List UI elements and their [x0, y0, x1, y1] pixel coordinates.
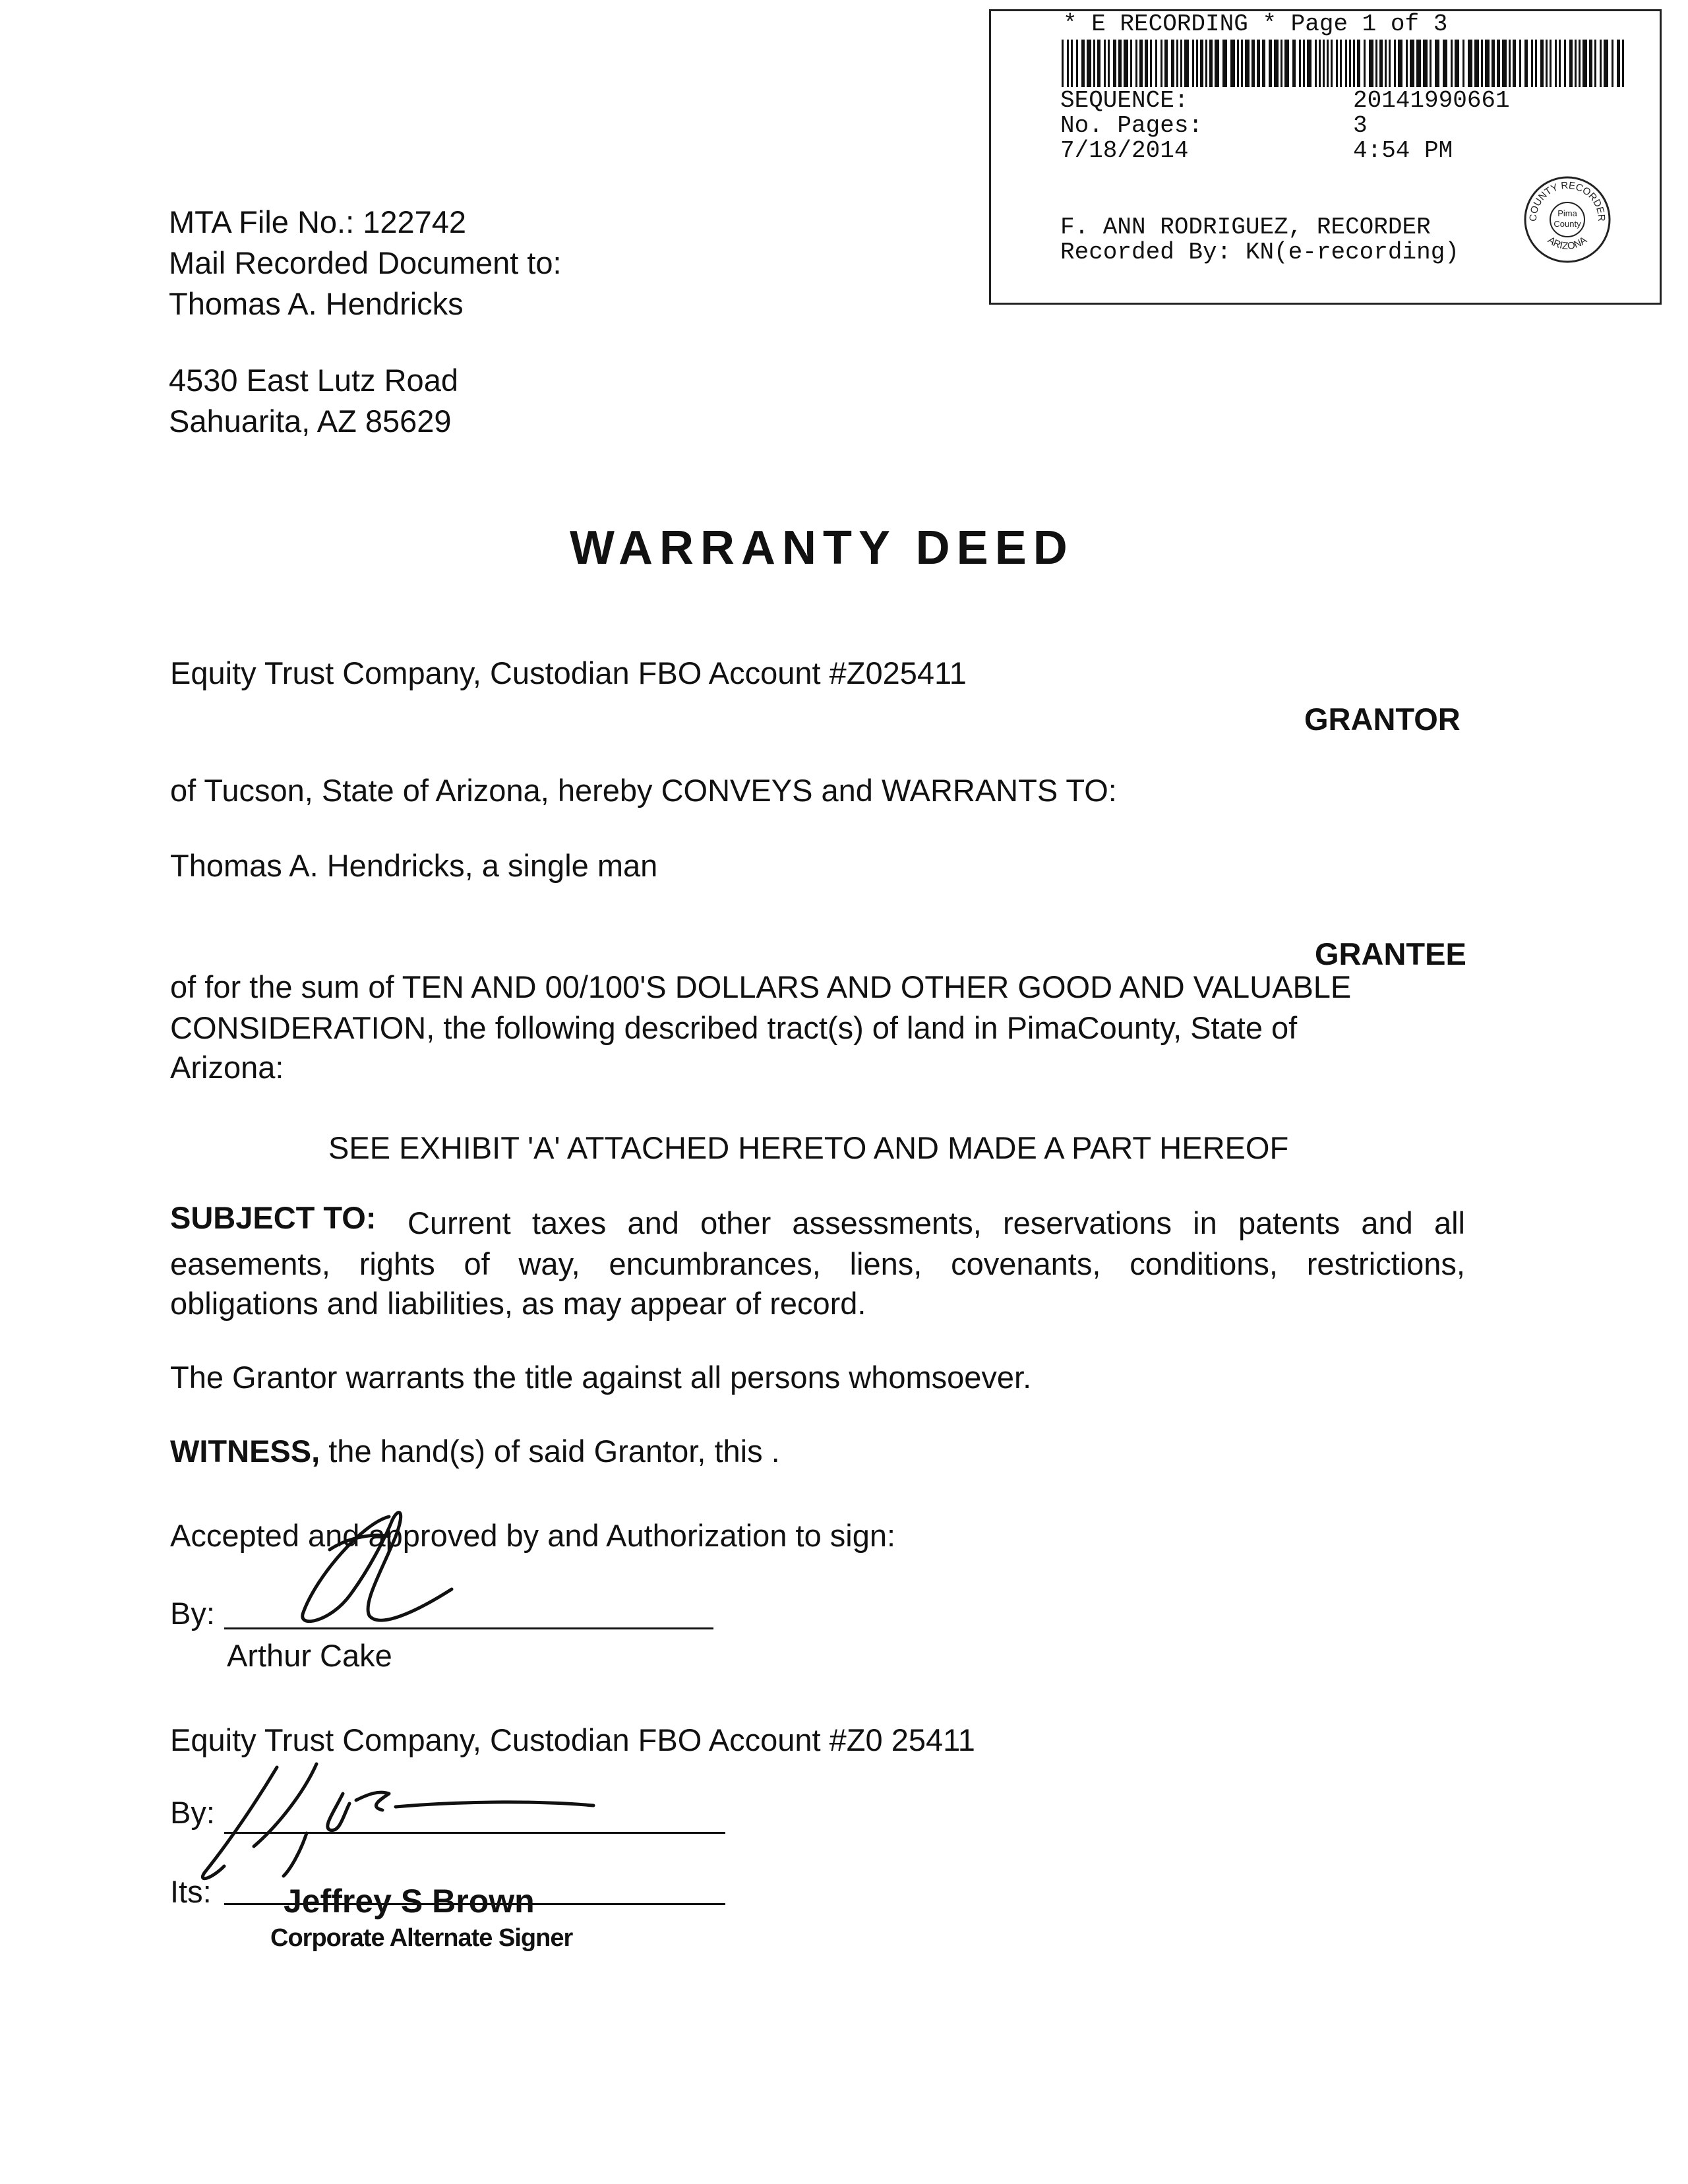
grantor-name: Equity Trust Company, Custodian FBO Account #Z025411: [170, 655, 967, 690]
barcode-bar: [1497, 40, 1500, 87]
barcode-bar: [1097, 40, 1100, 87]
barcode-bar: [1209, 40, 1213, 87]
barcode-bar: [1559, 40, 1561, 87]
barcode-bar: [1594, 40, 1596, 87]
barcode-bar: [1353, 40, 1355, 87]
signer-2-title: Corporate Alternate Signer: [270, 1924, 573, 1952]
barcode-bar: [1062, 40, 1064, 87]
barcode-bar: [1589, 40, 1592, 87]
barcode-bar: [1564, 40, 1566, 87]
accepted-statement: Accepted and approved by and Authorization to sign:: [170, 1518, 896, 1553]
barcode-bar: [1546, 40, 1548, 87]
barcode-bar: [1416, 40, 1421, 87]
barcode-bar: [1323, 40, 1325, 87]
barcode-bar: [1389, 40, 1391, 87]
mail-to-street: 4530 East Lutz Road: [169, 363, 458, 398]
consideration-line-1: of for the sum of TEN AND 00/100'S DOLLARS AND OTHER GOOD AND VALUABLE: [170, 969, 1352, 1004]
barcode-bar: [1410, 40, 1414, 87]
barcode-bar: [1113, 40, 1116, 87]
barcode-bar: [1081, 40, 1085, 87]
barcode-bar: [1569, 40, 1573, 87]
barcode-bar: [1357, 40, 1360, 87]
consideration-line-2: CONSIDERATION, the following described tract(s) of land in PimaCounty, State of: [170, 1010, 1298, 1045]
barcode-bar: [1171, 40, 1174, 87]
barcode-bar: [1180, 40, 1182, 87]
barcode-bar: [1215, 40, 1219, 87]
barcode-bar: [1067, 40, 1069, 87]
barcode-bar: [1462, 40, 1464, 87]
witness-label: WITNESS,: [170, 1434, 320, 1469]
barcode-bar: [1237, 40, 1239, 87]
barcode-bar: [1555, 40, 1557, 87]
barcode-bar: [1150, 40, 1152, 87]
barcode-bar: [1222, 40, 1227, 87]
subject-to-line-1: Current taxes and other assessments, reservations in patents and all: [407, 1205, 1465, 1240]
barcode-bar: [1130, 40, 1132, 87]
barcode-bar: [1604, 40, 1608, 87]
barcode-bar: [1455, 40, 1459, 87]
barcode-bar: [1451, 40, 1453, 87]
barcode-bar: [1192, 40, 1194, 87]
barcode-bar: [1519, 40, 1521, 87]
barcode-bar: [1281, 40, 1282, 87]
barcode-bar: [1394, 40, 1396, 87]
barcode-bar: [1474, 40, 1479, 87]
barcode-bar: [1118, 40, 1122, 87]
barcode-bar: [1076, 40, 1078, 87]
pages-label: No. Pages:: [1060, 112, 1203, 139]
county-seal: [1522, 174, 1613, 265]
warrants-statement: The Grantor warrants the title against all persons whomsoever.: [170, 1360, 1032, 1395]
barcode-bar: [1612, 40, 1613, 87]
barcode-bar: [1160, 40, 1162, 87]
barcode-bar: [1524, 40, 1528, 87]
barcode-bar: [1176, 40, 1178, 87]
barcode-bar: [1502, 40, 1507, 87]
barcode-bar: [1230, 40, 1235, 87]
barcode: [1062, 40, 1629, 87]
subject-to-line-2: easements, rights of way, encumbrances, liens, covenants, conditions, restrictions,: [170, 1246, 1465, 1281]
barcode-bar: [1071, 40, 1073, 87]
barcode-bar: [1315, 40, 1317, 87]
barcode-bar: [1617, 40, 1620, 87]
barcode-bar: [1164, 40, 1168, 87]
grantor-label: GRANTOR: [1304, 702, 1461, 737]
barcode-bar: [1340, 40, 1342, 87]
barcode-bar: [1155, 40, 1157, 87]
recorder-name: F. ANN RODRIGUEZ, RECORDER: [1060, 214, 1431, 241]
barcode-bar: [1299, 40, 1301, 87]
recording-time: 4:54 PM: [1353, 137, 1453, 164]
barcode-bar: [1139, 40, 1143, 87]
barcode-bar: [1262, 40, 1265, 87]
witness-text: the hand(s) of said Grantor, this .: [328, 1434, 780, 1469]
barcode-bar: [1303, 40, 1305, 87]
barcode-bar: [1251, 40, 1255, 87]
barcode-bar: [1622, 40, 1624, 87]
barcode-bar: [1435, 40, 1439, 87]
barcode-bar: [1509, 40, 1511, 87]
barcode-bar: [1327, 40, 1329, 87]
subject-to-label: SUBJECT TO:: [170, 1200, 377, 1235]
barcode-bar: [1423, 40, 1428, 87]
grantee-name: Thomas A. Hendricks, a single man: [170, 848, 658, 883]
barcode-bar: [1369, 40, 1373, 87]
barcode-bar: [1145, 40, 1148, 87]
barcode-bar: [1093, 40, 1095, 87]
barcode-bar: [1284, 40, 1289, 87]
mail-to-label: Mail Recorded Document to:: [169, 245, 562, 280]
barcode-bar: [1135, 40, 1137, 87]
barcode-bar: [1540, 40, 1544, 87]
signer-1-name: Arthur Cake: [227, 1638, 392, 1673]
barcode-bar: [1124, 40, 1128, 87]
company-account-2: Equity Trust Company, Custodian FBO Account #Z0 25411: [170, 1722, 975, 1757]
barcode-bar: [1364, 40, 1366, 87]
its-label: Its:: [170, 1874, 212, 1909]
barcode-bar: [1385, 40, 1387, 87]
barcode-bar: [1535, 40, 1537, 87]
barcode-bar: [1481, 40, 1483, 87]
arthur-cake-signature: [290, 1497, 462, 1635]
barcode-bar: [1205, 40, 1207, 87]
sequence-label: SEQUENCE:: [1060, 87, 1189, 114]
barcode-bar: [1443, 40, 1447, 87]
barcode-bar: [1531, 40, 1533, 87]
recorded-by: Recorded By: KN(e-recording): [1060, 239, 1459, 266]
recording-date: 7/18/2014: [1060, 137, 1189, 164]
barcode-bar: [1349, 40, 1351, 87]
barcode-bar: [1398, 40, 1402, 87]
svg-text:ARIZONA: ARIZONA: [1546, 234, 1589, 253]
barcode-bar: [1579, 40, 1581, 87]
recording-header: * E RECORDING * Page 1 of 3: [1063, 11, 1448, 38]
barcode-bar: [1200, 40, 1203, 87]
consideration-line-3: Arizona:: [170, 1050, 284, 1085]
pages-value: 3: [1353, 112, 1368, 139]
barcode-bar: [1087, 40, 1091, 87]
barcode-bar: [1468, 40, 1472, 87]
barcode-bar: [1257, 40, 1260, 87]
subject-to-line-3: obligations and liabilities, as may appear of record.: [170, 1286, 866, 1321]
barcode-bar: [1319, 40, 1321, 87]
sequence-value: 20141990661: [1353, 87, 1510, 114]
mail-to-city: Sahuarita, AZ 85629: [169, 404, 452, 439]
barcode-bar: [1269, 40, 1272, 87]
barcode-bar: [1550, 40, 1552, 87]
barcode-bar: [1331, 40, 1333, 87]
barcode-bar: [1108, 40, 1110, 87]
barcode-bar: [1379, 40, 1383, 87]
mail-to-name: Thomas A. Hendricks: [169, 286, 464, 321]
mta-file-number: MTA File No.: 122742: [169, 204, 467, 239]
barcode-bar: [1104, 40, 1106, 87]
by-label-2: By:: [170, 1795, 215, 1830]
barcode-bar: [1582, 40, 1587, 87]
barcode-bar: [1375, 40, 1377, 87]
conveys-text: of Tucson, State of Arizona, hereby CONVEYS and WARRANTS TO:: [170, 773, 1117, 808]
barcode-bar: [1600, 40, 1602, 87]
svg-text:County: County: [1553, 219, 1581, 229]
grantee-label: GRANTEE: [1315, 936, 1466, 971]
by-label-1: By:: [170, 1596, 215, 1631]
barcode-bar: [1292, 40, 1296, 87]
signer-2-name: Jeffrey S Brown: [284, 1883, 535, 1920]
barcode-bar: [1274, 40, 1279, 87]
barcode-bar: [1307, 40, 1311, 87]
exhibit-reference: SEE EXHIBIT 'A' ATTACHED HERETO AND MADE A PART HEREOF: [328, 1130, 1289, 1165]
svg-text:COUNTY RECORDER: COUNTY RECORDER: [1527, 179, 1608, 222]
barcode-bar: [1406, 40, 1408, 87]
barcode-bar: [1513, 40, 1516, 87]
barcode-bar: [1196, 40, 1198, 87]
document-title: WARRANTY DEED: [570, 522, 1074, 574]
barcode-bar: [1485, 40, 1490, 87]
svg-text:Pima: Pima: [1557, 208, 1577, 218]
barcode-bar: [1492, 40, 1495, 87]
barcode-bar: [1245, 40, 1250, 87]
barcode-bar: [1336, 40, 1338, 87]
barcode-bar: [1184, 40, 1189, 87]
barcode-bar: [1575, 40, 1577, 87]
barcode-bar: [1345, 40, 1347, 87]
barcode-bar: [1241, 40, 1243, 87]
barcode-bar: [1430, 40, 1432, 87]
